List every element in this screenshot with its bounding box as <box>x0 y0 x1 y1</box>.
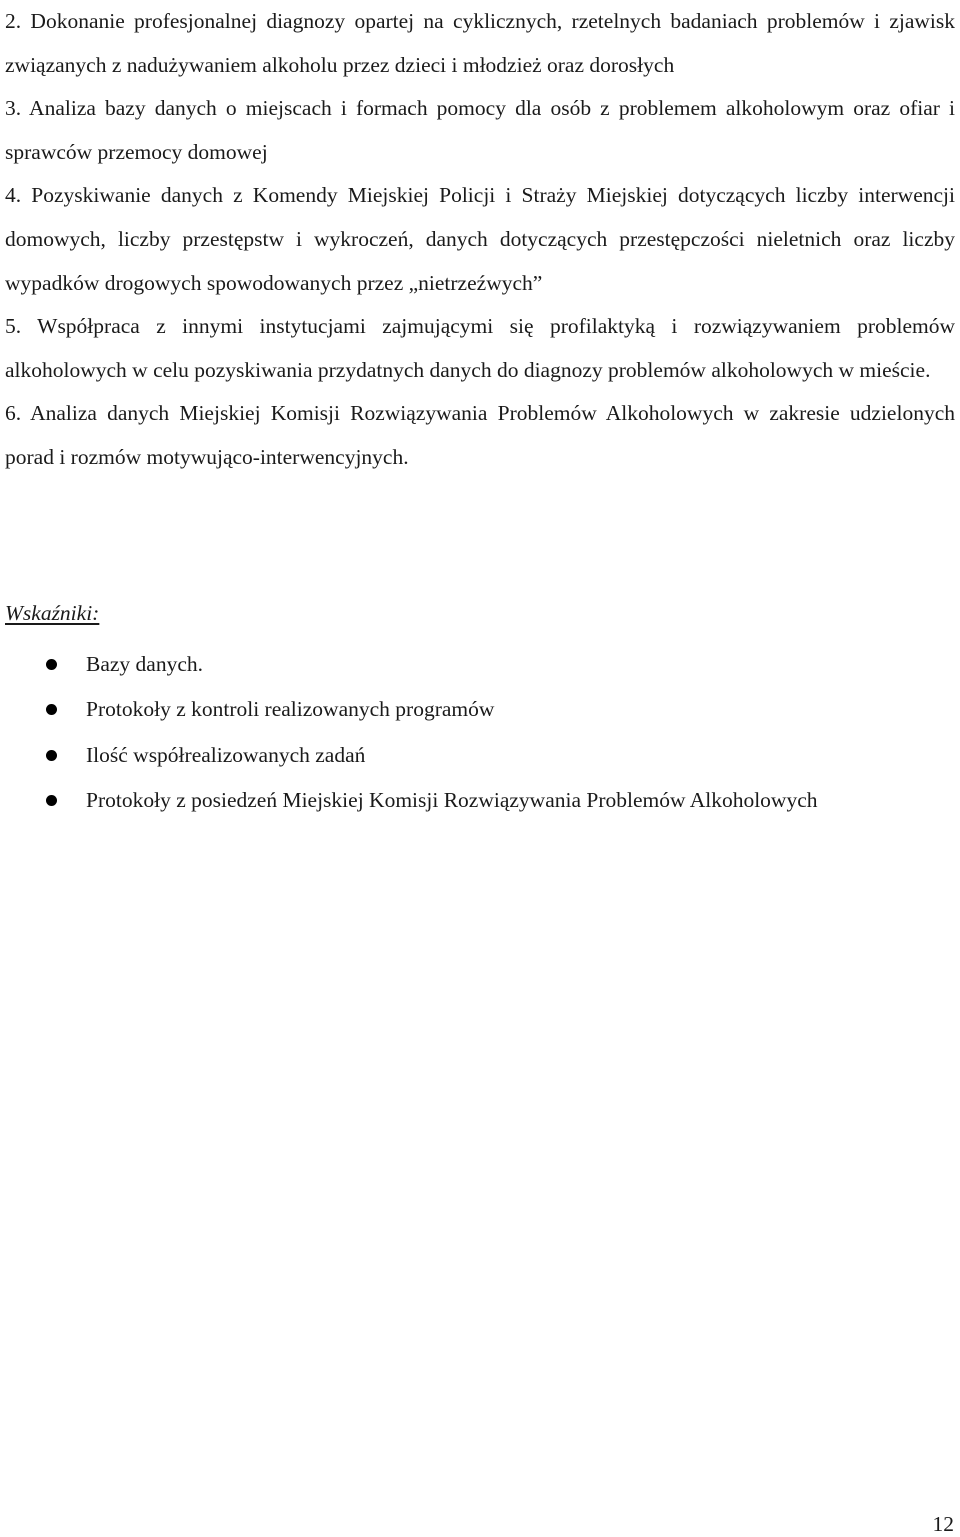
indicator-text: Ilość współrealizowanych zadań <box>86 742 366 767</box>
numbered-item-3: 3. Analiza bazy danych o miejscach i formach pomocy dla osób z problemem alkoholowym oraz ofiar i sprawców przemocy domowej <box>5 96 955 164</box>
indicator-text: Protokoły z kontroli realizowanych programów <box>86 697 495 722</box>
bullet-icon <box>46 659 57 670</box>
page-number: 12 <box>932 1512 954 1536</box>
document-page <box>5 0 955 480</box>
indicator-text: Bazy danych. <box>86 652 204 676</box>
bullet-icon <box>46 795 57 806</box>
numbered-item-6: 6. Analiza danych Miejskiej Komisji Rozwiązywania Problemów Alkoholowych w zakresie udzielonych porad i rozmów motywująco-interwencyjnych. <box>5 401 955 469</box>
indicator-text: Protokoły z posiedzeń Miejskiej Komisji Rozwiązywania Problemów Alkoholowych <box>86 787 818 812</box>
bullet-icon <box>46 704 57 715</box>
indicators-heading: Wskaźniki: <box>5 601 100 625</box>
bullet-icon <box>46 750 57 761</box>
numbered-list <box>5 0 955 480</box>
numbered-item-2: 2. Dokonanie profesjonalnej diagnozy opartej na cyklicznych, rzetelnych badaniach problemów i zjawisk związanych z nadużywaniem alkoholu przez dzieci i młodzież oraz dorosłych <box>5 9 955 77</box>
numbered-item-4: 4. Pozyskiwanie danych z Komendy Miejskiej Policji i Straży Miejskiej dotyczących liczby interwencji domowych, liczby przestępstw i wykroczeń, danych dotyczących przestępczości nieletnich oraz liczby wypadków drogowych spowodowanych przez „nietrzeźwych” <box>5 183 955 295</box>
numbered-item-5: 5. Współpraca z innymi instytucjami zajmującymi się profilaktyką i rozwiązywaniem problemów alkoholowych w celu pozyskiwania przydatnych danych do diagnozy problemów alkoholowych w mieście. <box>5 314 955 382</box>
